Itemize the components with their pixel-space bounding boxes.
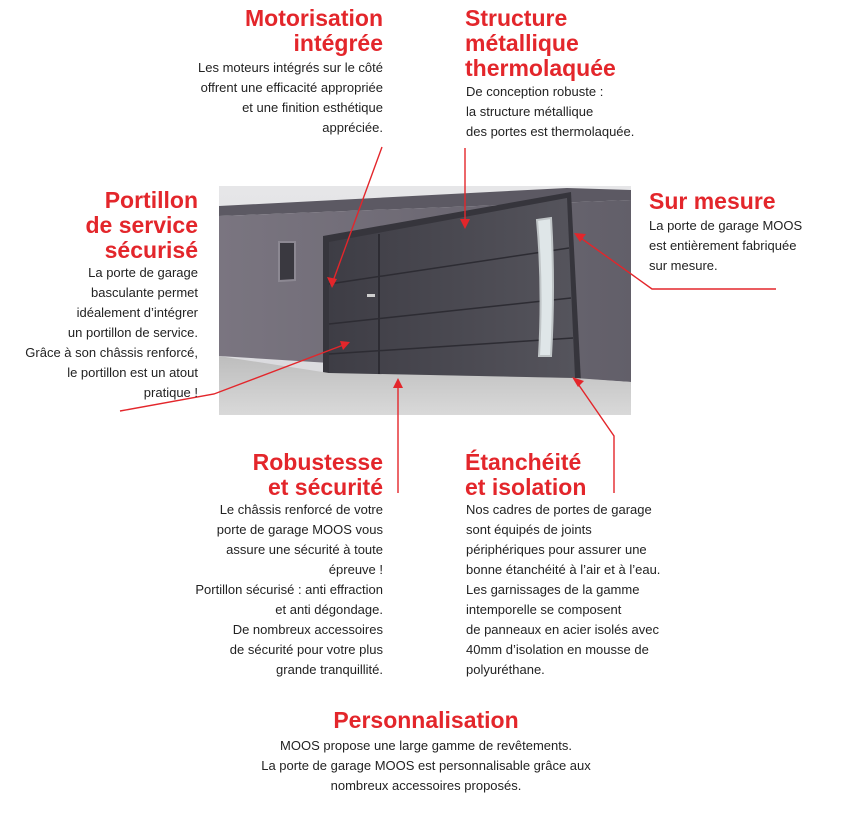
side-window <box>279 242 295 281</box>
etancheite-text: Nos cadres de portes de garage sont équipés de joints périphériques pour assurer une bonne étanchéité à l’air et à l’eau. Les garnissages de la gamme intemporelle se composent de panneaux en acier isolés avec 40mm d’isolation en mousse de polyuréthane. <box>466 502 661 677</box>
personnalisation-text: MOOS propose une large gamme de revêtements. La porte de garage MOOS est personnalisable grâce aux nombreux accessoires proposés. <box>261 738 591 793</box>
door-handle <box>367 294 375 297</box>
robustesse-text: Le châssis renforcé de votre porte de garage MOOS vous assure une sécurité à toute épreuve ! Portillon sécurisé : anti effraction et anti dégondage. De nombreux accessoires de sécurité pour votre plus grande tranquillité. <box>195 502 383 677</box>
motorisation-title: Motorisation intégrée <box>245 5 383 56</box>
sur-mesure-text: La porte de garage MOOS est entièrement fabriquée sur mesure. <box>649 218 803 273</box>
motorisation-text: Les moteurs intégrés sur le côté offrent une efficacité appropriée et une finition esthétique appréciée. <box>198 60 383 135</box>
structure-title: Structure métallique thermolaquée <box>465 5 616 81</box>
personnalisation-title: Personnalisation <box>333 707 519 733</box>
portillon-text: La porte de garage basculante permet idéalement d’intégrer un portillon de service. Grâce à son châssis renforcé, le portillon est un atout pratique ! <box>25 265 198 400</box>
etancheite-title: Étanchéité et isolation <box>465 449 587 500</box>
robustesse-title: Robustesse et sécurité <box>252 449 383 500</box>
garage-door-photo <box>219 186 631 415</box>
sur-mesure-title: Sur mesure <box>649 188 776 214</box>
structure-text: De conception robuste : la structure métallique des portes est thermolaquée. <box>466 84 635 139</box>
portillon-title: Portillon de service sécurisé <box>85 187 198 263</box>
